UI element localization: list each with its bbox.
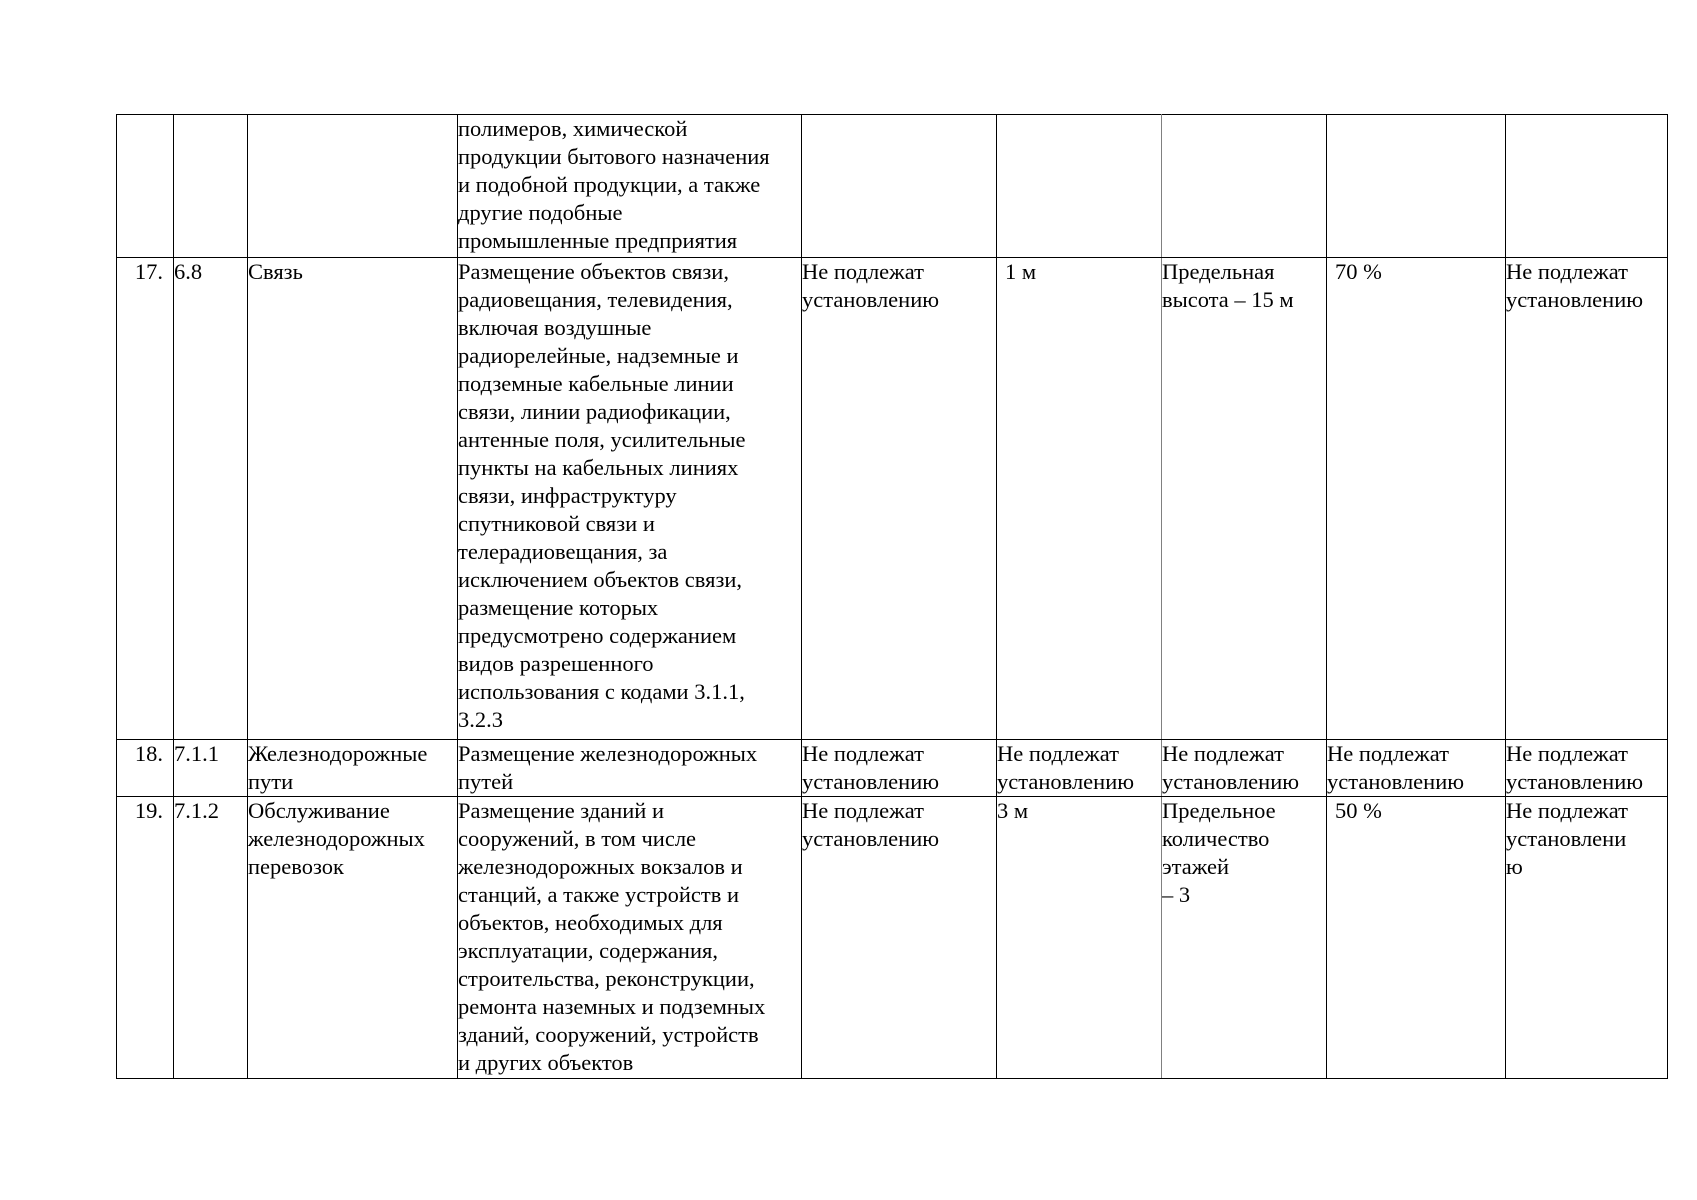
min-size-cell: Не подлежат установлению [802,797,997,1079]
description-cell: Размещение объектов связи, радиовещания, телевидения, включая воздушные радиорелейные, надземные и подземные кабельные линии связи, линии радиофикации, антенные поля, усилительные пункты на кабельных линиях связи, инфраструктуру спутниковой связи и телерадиовещания, за исключением объектов связи, размещение которых предусмотрено содержанием видов разрешенного использования с кодами 3.1.1, 3.2.3 [458,258,802,740]
setback-cell: Не подлежат установлению [997,740,1162,797]
other-params-cell: Не подлежат установлени ю [1506,797,1668,1079]
other-params-cell [1506,115,1668,258]
setback-cell: 3 м [997,797,1162,1079]
description-cell: Размещение зданий и сооружений, в том числе железнодорожных вокзалов и станций, а также устройств и объектов, необходимых для эксплуатации, содержания, строительства, реконструкции, ремонта наземных и подземных зданий, сооружений, устройств и других объектов [458,797,802,1079]
max-height-cell [1162,115,1327,258]
min-size-cell: Не подлежат установлению [802,258,997,740]
min-size-cell: Не подлежат установлению [802,740,997,797]
coverage-cell: Не подлежат установлению [1327,740,1506,797]
name-cell: Связь [248,258,458,740]
max-height-cell: Предельная высота – 15 м [1162,258,1327,740]
code-cell [174,115,248,258]
min-size-cell [802,115,997,258]
coverage-cell: 50 % [1327,797,1506,1079]
table-row [117,115,1668,258]
name-cell: Железнодорожные пути [248,740,458,797]
code-cell: 7.1.1 [174,740,248,797]
setback-cell [997,115,1162,258]
row-number-cell: 18. [117,740,174,797]
row-number-cell: 17. [117,258,174,740]
code-cell: 7.1.2 [174,797,248,1079]
table-row [117,740,1668,797]
setback-cell: 1 м [997,258,1162,740]
table-row [117,797,1668,1079]
name-cell [248,115,458,258]
max-height-cell: Не подлежат установлению [1162,740,1327,797]
coverage-cell [1327,115,1506,258]
other-params-cell: Не подлежат установлению [1506,740,1668,797]
description-cell: полимеров, химической продукции бытового назначения и подобной продукции, а также другие подобные промышленные предприятия [458,115,802,258]
row-number-cell [117,115,174,258]
other-params-cell: Не подлежат установлению [1506,258,1668,740]
code-cell: 6.8 [174,258,248,740]
description-cell: Размещение железнодорожных путей [458,740,802,797]
coverage-cell: 70 % [1327,258,1506,740]
max-height-cell: Предельное количество этажей – 3 [1162,797,1327,1079]
table-row [117,258,1668,740]
row-number-cell: 19. [117,797,174,1079]
name-cell: Обслуживание железнодорожных перевозок [248,797,458,1079]
land-use-regulations-table [116,114,1668,1079]
